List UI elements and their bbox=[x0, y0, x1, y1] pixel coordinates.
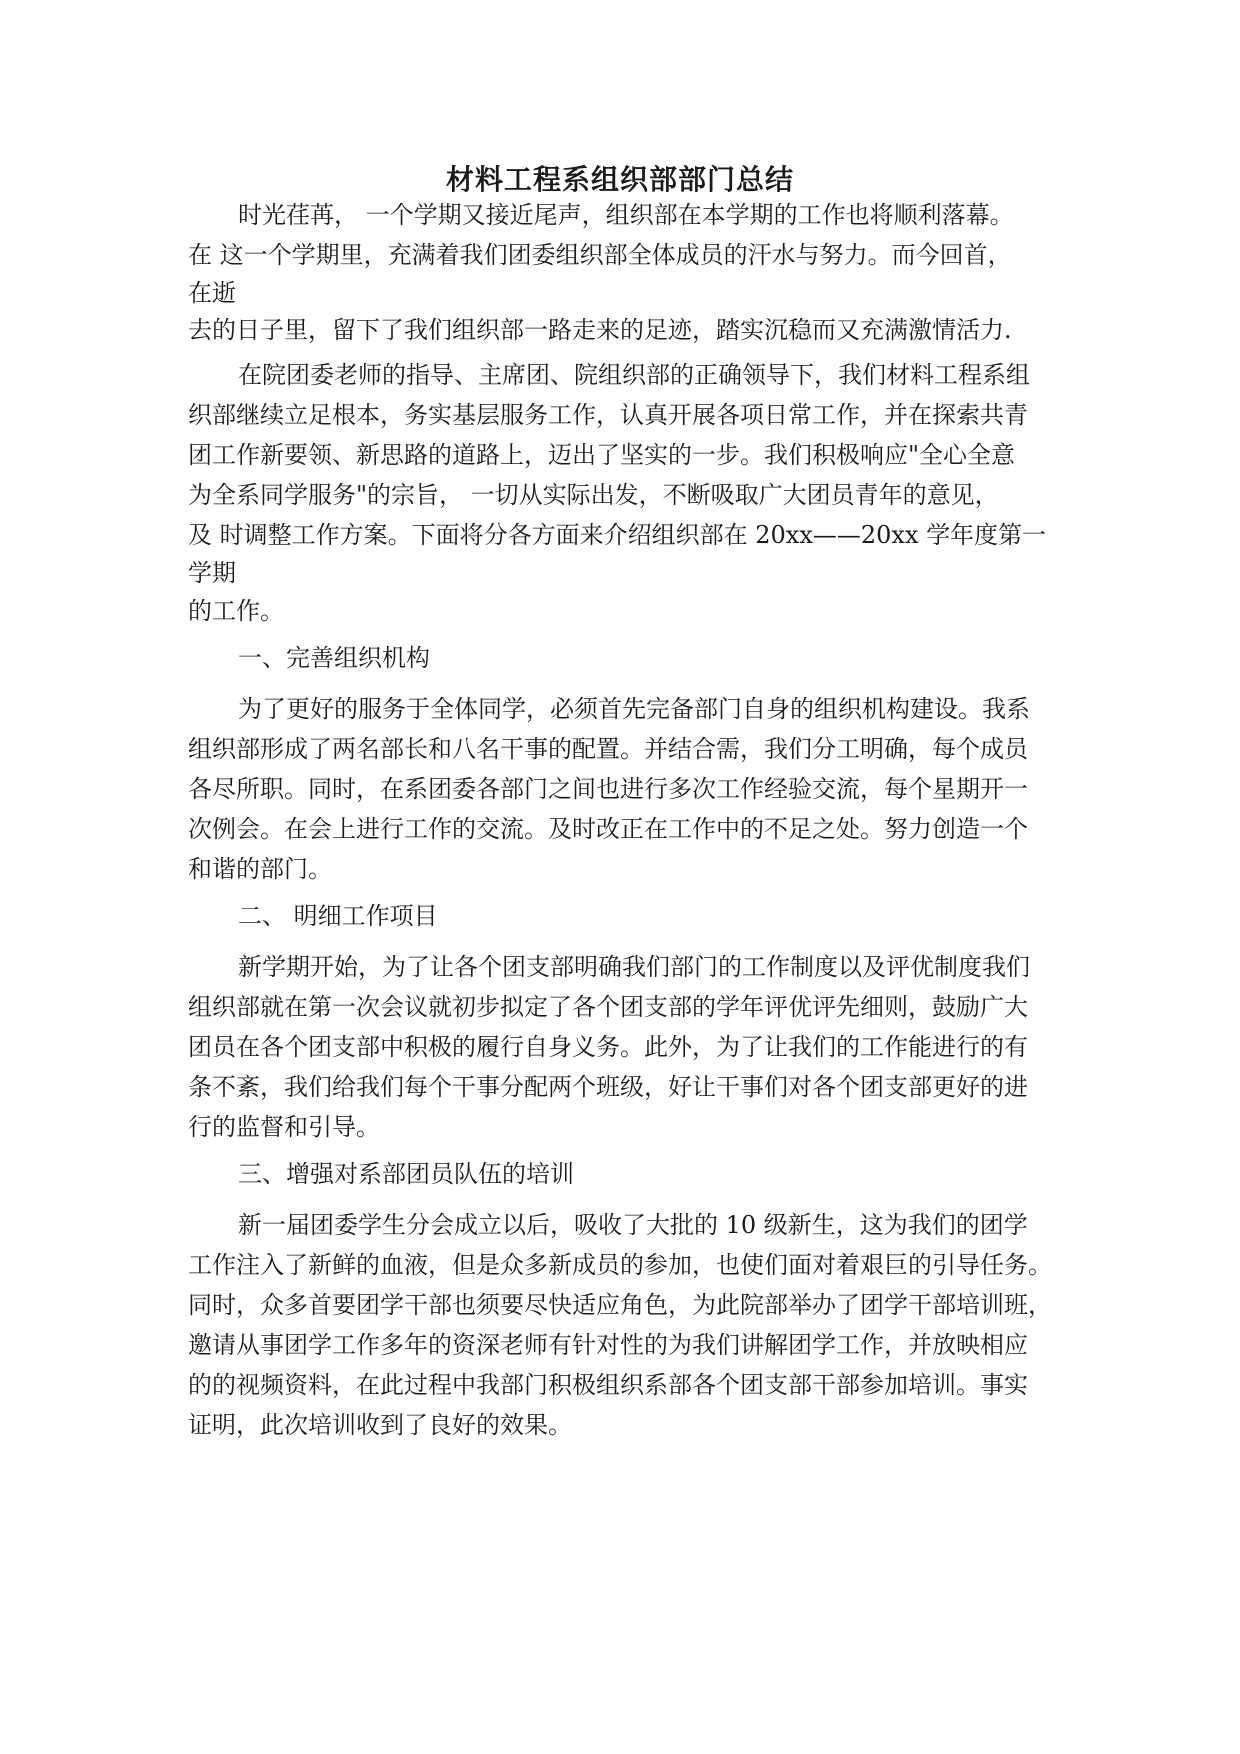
text-line: 织部继续立足根本，务实基层服务工作，认真开展各项日常工作，并在探索共青 bbox=[188, 401, 1028, 429]
text-line: 同时，众多首要团学干部也须要尽快适应角色，为此院部举办了团学干部培训班， bbox=[188, 1291, 1052, 1319]
section-heading: 三、增强对系部团员队伍的培训 bbox=[238, 1160, 574, 1188]
text-line: 各尽所职。同时，在系团委各部门之间也进行多次工作经验交流，每个星期开一 bbox=[188, 775, 1028, 803]
text-line: 团员在各个团支部中积极的履行自身义务。此外，为了让我们的工作能进行的有 bbox=[188, 1033, 1028, 1061]
text-line: 行的监督和引导。 bbox=[188, 1113, 380, 1141]
text-line: 组织部就在第一次会议就初步拟定了各个团支部的学年评优评先细则，鼓励广大 bbox=[188, 993, 1028, 1021]
page-title: 材料工程系组织部部门总结 bbox=[445, 163, 794, 196]
text-line: 在院团委老师的指导、主席团、院组织部的正确领导下，我们材料工程系组 bbox=[238, 361, 1030, 389]
text-line: 去的日子里，留下了我们组织部一路走来的足迹，踏实沉稳而又充满激情活力. bbox=[188, 316, 1012, 344]
text-line: 学期 bbox=[188, 559, 236, 587]
text-line: 为了更好的服务于全体同学，必须首先完备部门自身的组织机构建设。我系 bbox=[238, 695, 1030, 723]
text-line: 在逝 bbox=[188, 279, 236, 307]
text-line: 的工作。 bbox=[188, 597, 284, 625]
section-heading: 一、完善组织机构 bbox=[238, 644, 430, 672]
text-line: 次例会。在会上进行工作的交流。及时改正在工作中的不足之处。努力创造一个 bbox=[188, 815, 1028, 843]
section-heading: 二、 明细工作项目 bbox=[238, 902, 438, 930]
text-line: 新学期开始，为了让各个团支部明确我们部门的工作制度以及评优制度我们 bbox=[238, 953, 1030, 981]
text-line: 证明，此次培训收到了良好的效果。 bbox=[188, 1411, 572, 1439]
text-line: 时光荏苒， 一个学期又接近尾声，组织部在本学期的工作也将顺利落幕。 bbox=[238, 201, 1014, 229]
text-line: 新一届团委学生分会成立以后，吸收了大批的 10 级新生，这为我们的团学 bbox=[238, 1211, 1028, 1239]
text-line: 和谐的部门。 bbox=[188, 855, 332, 883]
text-line: 在 这一个学期里，充满着我们团委组织部全体成员的汗水与努力。而今回首， bbox=[188, 241, 1012, 269]
text-line: 为全系同学服务"的宗旨， 一切从实际出发，不断吸取广大团员青年的意见， bbox=[188, 481, 999, 509]
text-line: 条不紊，我们给我们每个干事分配两个班级，好让干事们对各个团支部更好的进 bbox=[188, 1073, 1028, 1101]
text-line: 工作注入了新鲜的血液，但是众多新成员的参加，也使们面对着艰巨的引导任务。 bbox=[188, 1251, 1052, 1279]
text-line: 及 时调整工作方案。下面将分各方面来介绍组织部在 20xx——20xx 学年度第一 bbox=[188, 521, 1047, 549]
text-line: 组织部形成了两名部长和八名干事的配置。并结合需，我们分工明确，每个成员 bbox=[188, 735, 1028, 763]
text-line: 邀请从事团学工作多年的资深老师有针对性的为我们讲解团学工作，并放映相应 bbox=[188, 1331, 1028, 1359]
text-line: 团工作新要领、新思路的道路上，迈出了坚实的一步。我们积极响应"全心全意 bbox=[188, 441, 1016, 469]
text-line: 的的视频资料，在此过程中我部门积极组织系部各个团支部干部参加培训。事实 bbox=[188, 1371, 1028, 1399]
